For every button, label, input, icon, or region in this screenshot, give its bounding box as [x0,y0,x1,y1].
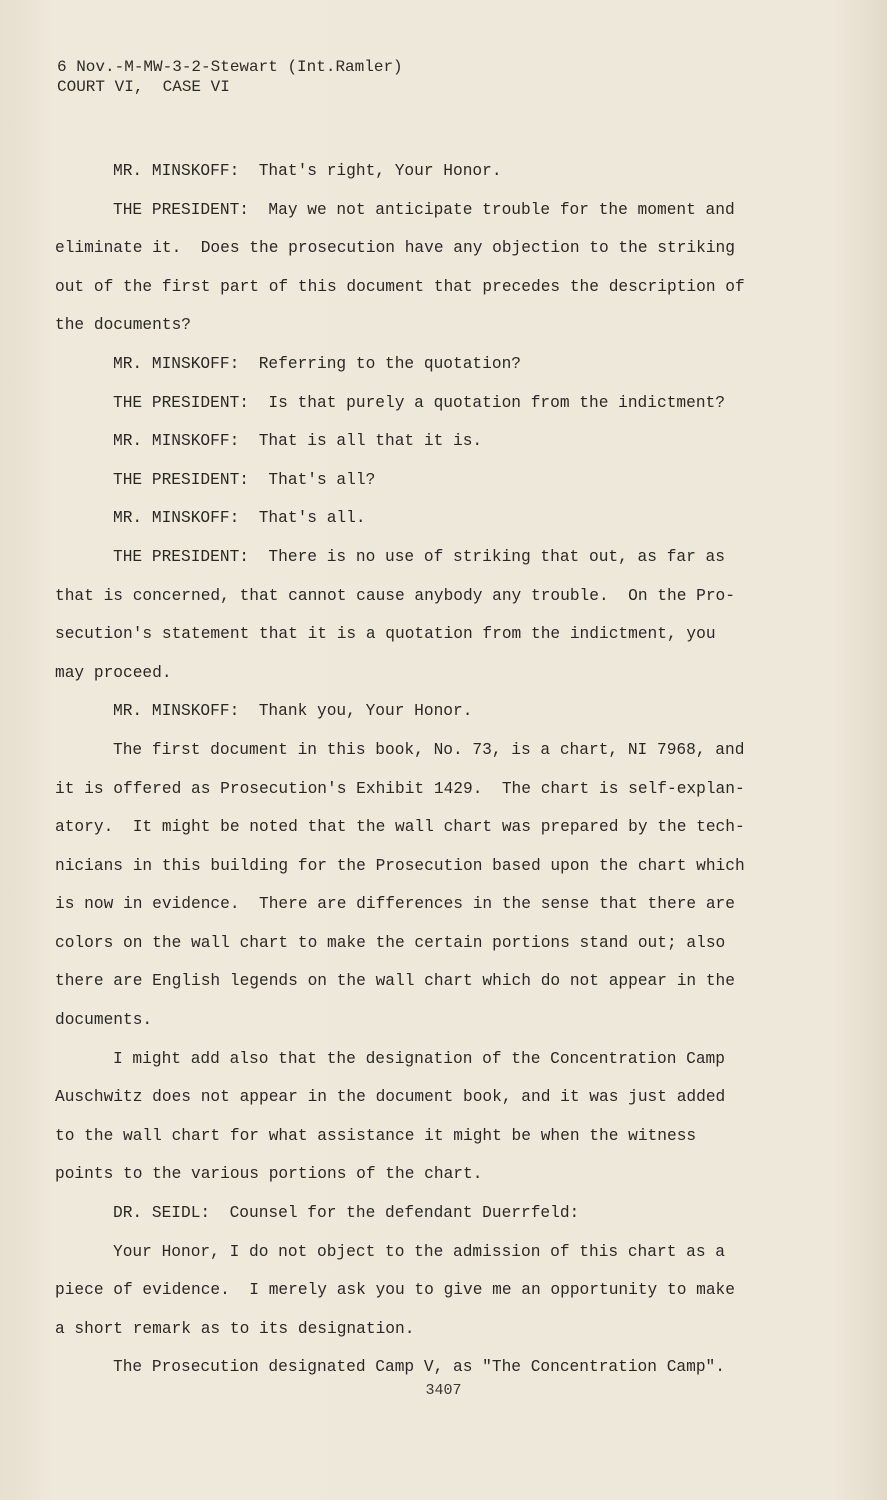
transcript-line: MR. MINSKOFF: Referring to the quotation? [113,354,521,373]
transcript-line: points to the various portions of the chart. [55,1165,483,1184]
transcript-line: DR. SEIDL: Counsel for the defendant Duerrfeld: [113,1204,580,1223]
transcript-body [0,152,887,1387]
transcript-line: colors on the wall chart to make the certain portions stand out; also [55,933,726,952]
transcript-line: THE PRESIDENT: May we not anticipate trouble for the moment and [113,200,735,219]
transcript-line: MR. MINSKOFF: Thank you, Your Honor. [113,702,473,721]
transcript-line: is now in evidence. There are differences in the sense that there are [55,895,735,914]
transcript-line: secution's statement that it is a quotation from the indictment, you [55,625,716,644]
header-line-2: COURT VI, CASE VI [57,78,230,96]
transcript-line: Auschwitz does not appear in the document book, and it was just added [55,1088,726,1107]
transcript-line: may proceed. [55,663,172,682]
transcript-line: The first document in this book, No. 73, is a chart, NI 7968, and [113,740,745,759]
transcript-line: there are English legends on the wall chart which do not appear in the [55,972,735,991]
transcript-line: I might add also that the designation of the Concentration Camp [113,1049,725,1068]
transcript-line: atory. It might be noted that the wall chart was prepared by the tech- [55,818,745,837]
transcript-line: THE PRESIDENT: There is no use of striking that out, as far as [113,547,725,566]
transcript-line: it is offered as Prosecution's Exhibit 1429. The chart is self-explan- [55,779,745,798]
transcript-line: nicians in this building for the Prosecution based upon the chart which [55,856,745,875]
header-line-1: 6 Nov.-M-MW-3-2-Stewart (Int.Ramler) [57,58,403,76]
transcript-line: a short remark as to its designation. [55,1319,415,1338]
transcript-line: MR. MINSKOFF: That's right, Your Honor. [113,162,502,180]
transcript-line: MR. MINSKOFF: That is all that it is. [113,432,483,451]
transcript-line: THE PRESIDENT: That's all? [113,470,376,489]
transcript-line: documents. [55,1011,153,1030]
transcript-line: Your Honor, I do not object to the admission of this chart as a [113,1242,725,1261]
transcript-line: The Prosecution designated Camp V, as "The Concentration Camp". [113,1358,725,1377]
transcript-line: piece of evidence. I merely ask you to give me an opportunity to make [55,1281,735,1300]
page-number: 3407 [425,1382,462,1399]
transcript-line: out of the first part of this document that precedes the description of [55,277,745,296]
transcript-line: eliminate it. Does the prosecution have any objection to the striking [55,239,735,258]
transcript-line: THE PRESIDENT: Is that purely a quotation from the indictment? [113,393,725,412]
transcript-line: to the wall chart for what assistance it might be when the witness [55,1126,697,1145]
transcript-line: that is concerned, that cannot cause anybody any trouble. On the Pro- [55,586,735,605]
transcript-line: the documents? [55,316,191,335]
transcript-line: MR. MINSKOFF: That's all. [113,509,366,528]
